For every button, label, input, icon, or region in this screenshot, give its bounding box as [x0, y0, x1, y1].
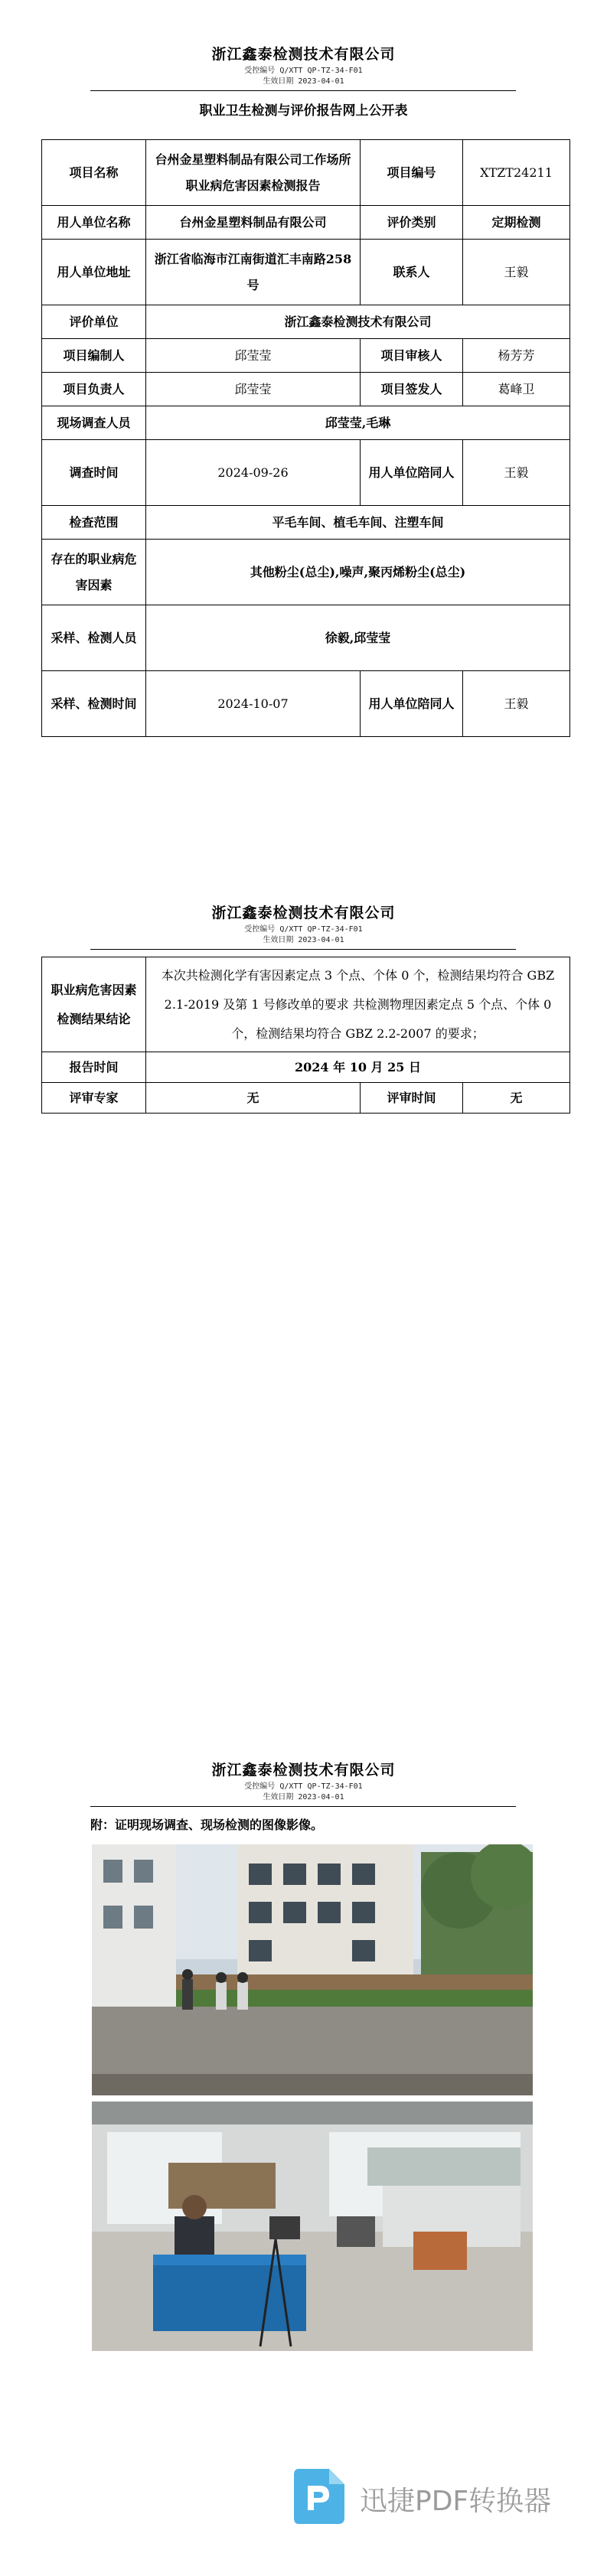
employer-value: 台州金星塑料制品有限公司 [146, 206, 361, 240]
hazards-value: 其他粉尘(总尘),噪声,聚丙烯粉尘(总尘) [146, 540, 570, 605]
contact-label: 联系人 [361, 240, 463, 305]
surveyor-value: 邱莹莹,毛琳 [146, 406, 570, 440]
sample-time-value: 2024-10-07 [146, 671, 361, 737]
review-time-value: 无 [463, 1083, 570, 1114]
conclusion-label: 职业病危害因素检测结果结论 [42, 957, 146, 1052]
company-title: 浙江鑫泰检测技术有限公司 [211, 46, 396, 63]
project-name-label: 项目名称 [42, 140, 146, 206]
watermark [291, 2464, 566, 2529]
reviewer-label: 项目审核人 [361, 339, 463, 373]
table-row [42, 206, 570, 240]
reviewer-value: 杨芳芳 [463, 339, 570, 373]
table-row [42, 140, 570, 206]
table-row [42, 1052, 570, 1083]
project-no-label: 项目编号 [361, 140, 463, 206]
control-number: 受控编号 Q/XTT QP-TZ-34-F01 [244, 925, 363, 934]
header-rule [90, 949, 516, 950]
project-no-value: XTZT24211 [463, 140, 570, 206]
company-title: 浙江鑫泰检测技术有限公司 [211, 905, 396, 921]
sample-time-label: 采样、检测时间 [42, 671, 146, 737]
samplers-value: 徐毅,邱莹莹 [146, 605, 570, 671]
address-value: 浙江省临海市江南街道汇丰南路258号 [146, 240, 361, 305]
report-time-value: 2024 年 10 月 25 日 [146, 1052, 570, 1083]
hazards-label: 存在的职业病危害因素 [42, 540, 146, 605]
control-number: 受控编号 Q/XTT QP-TZ-34-F01 [244, 1782, 363, 1791]
project-name-value: 台州金星塑料制品有限公司工作场所职业病危害因素检测报告 [146, 140, 361, 206]
issuer-label: 项目签发人 [361, 373, 463, 406]
survey-time-value: 2024-09-26 [146, 440, 361, 506]
samplers-label: 采样、检测人员 [42, 605, 146, 671]
scope-label: 检查范围 [42, 506, 146, 540]
header-rule [90, 90, 516, 91]
issuer-value: 葛峰卫 [463, 373, 570, 406]
site-photo-testing [92, 2102, 533, 2351]
table-row [42, 540, 570, 605]
table-row [42, 339, 570, 373]
table-row [42, 305, 570, 339]
experts-label: 评审专家 [42, 1083, 146, 1114]
leader-label: 项目负责人 [42, 373, 146, 406]
table-row [42, 671, 570, 737]
escort2-value: 王毅 [463, 671, 570, 737]
annex-caption: 附：证明现场调查、现场检测的图像影像。 [90, 1818, 324, 1832]
effective-date: 生效日期 2023-04-01 [263, 936, 344, 944]
escort2-label: 用人单位陪同人 [361, 671, 463, 737]
header-rule [90, 1806, 516, 1807]
address-label: 用人单位地址 [42, 240, 146, 305]
document-title: 职业卫生检测与评价报告网上公开表 [199, 103, 408, 119]
effective-date: 生效日期 2023-04-01 [263, 1793, 344, 1802]
review-time-label: 评审时间 [361, 1083, 463, 1114]
control-number: 受控编号 Q/XTT QP-TZ-34-F01 [244, 67, 363, 75]
effective-date: 生效日期 2023-04-01 [263, 77, 344, 86]
leader-value: 邱莹莹 [146, 373, 361, 406]
eval-type-value: 定期检测 [463, 206, 570, 240]
compiler-label: 项目编制人 [42, 339, 146, 373]
surveyor-label: 现场调查人员 [42, 406, 146, 440]
table-row [42, 506, 570, 540]
eval-unit-value: 浙江鑫泰检测技术有限公司 [146, 305, 570, 339]
survey-time-label: 调查时间 [42, 440, 146, 506]
table-row [42, 1083, 570, 1114]
watermark-text: 迅捷PDF转换器 [360, 2486, 552, 2517]
employer-label: 用人单位名称 [42, 206, 146, 240]
eval-unit-label: 评价单位 [42, 305, 146, 339]
table-row [42, 957, 570, 1052]
experts-value: 无 [146, 1083, 361, 1114]
scope-value: 平毛车间、植毛车间、注塑车间 [146, 506, 570, 540]
conclusion-value: 本次共检测化学有害因素定点 3 个点、个体 0 个，检测结果均符合 GBZ 2.1-2019 及第 1 号修改单的要求 共检测物理因素定点 5 个点、个体 0 个，检测结果均符合 GBZ 2.2-2007 的要求； [146, 957, 570, 1052]
eval-type-label: 评价类别 [361, 206, 463, 240]
company-title: 浙江鑫泰检测技术有限公司 [211, 1762, 396, 1779]
compiler-value: 邱莹莹 [146, 339, 361, 373]
contact-value: 王毅 [463, 240, 570, 305]
conclusion-table [41, 957, 570, 1114]
table-row [42, 373, 570, 406]
info-table [41, 139, 570, 737]
escort-label: 用人单位陪同人 [361, 440, 463, 506]
table-row [42, 406, 570, 440]
table-row [42, 605, 570, 671]
table-row [42, 240, 570, 305]
pdf-logo-icon [291, 2466, 349, 2527]
site-photo-building [92, 1844, 533, 2095]
escort-value: 王毅 [463, 440, 570, 506]
table-row [42, 440, 570, 506]
report-time-label: 报告时间 [42, 1052, 146, 1083]
